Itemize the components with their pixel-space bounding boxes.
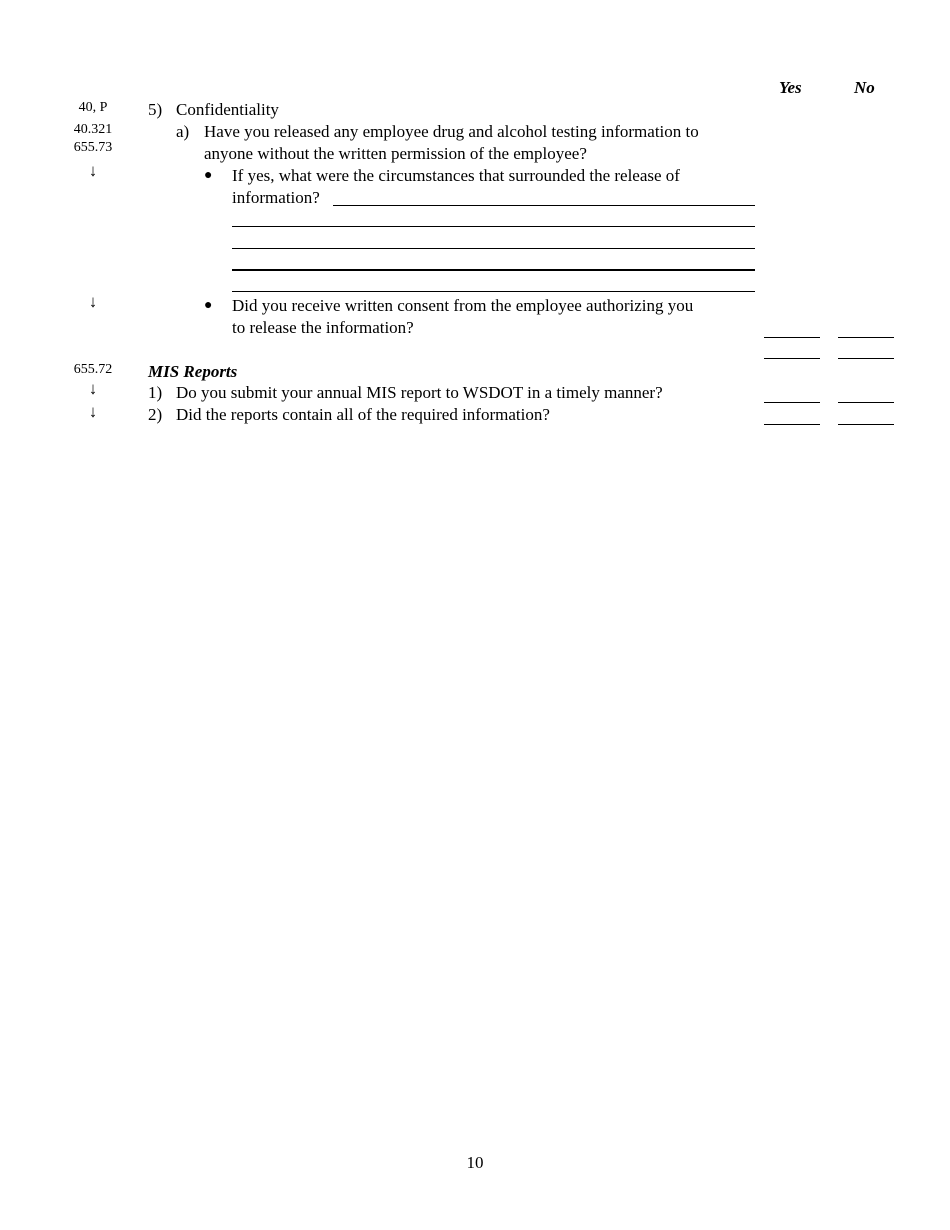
question-text: Do you submit your annual MIS report to WSDOT in a timely manner? [176,383,663,402]
regulation-ref: 655.73 [73,140,113,155]
answer-line[interactable] [232,269,755,271]
bullet-text: If yes, what were the circumstances that surrounded the release of [232,166,680,185]
regulation-ref: 40.321 [73,122,113,137]
no-answer-blank[interactable] [838,424,894,425]
continuation-arrow: ↓ [88,292,98,311]
question-number: 1) [148,383,163,402]
regulation-ref: 655.72 [73,362,113,377]
yes-answer-blank[interactable] [764,337,820,338]
no-answer-blank[interactable] [838,337,894,338]
no-answer-blank[interactable] [838,402,894,403]
answer-line[interactable] [333,205,755,206]
regulation-ref: 40, P [78,100,108,115]
yes-answer-blank[interactable] [764,424,820,425]
yes-answer-blank[interactable] [764,402,820,403]
answer-line[interactable] [232,248,755,249]
continuation-arrow: ↓ [88,161,98,180]
no-answer-blank[interactable] [838,358,894,359]
question-text: Have you released any employee drug and alcohol testing information to [204,122,699,141]
question-number: 2) [148,405,163,424]
continuation-arrow: ↓ [88,402,98,421]
question-letter: a) [176,122,190,141]
yes-column-header: Yes [779,78,802,97]
section-number: 5) [148,100,163,119]
question-text: anyone without the written permission of the employee? [204,144,587,163]
answer-line[interactable] [232,291,755,292]
mis-section-title: MIS Reports [148,362,238,381]
continuation-arrow: ↓ [88,379,98,398]
bullet-text: information? [232,188,320,207]
no-column-header: No [854,78,875,97]
question-text: Did the reports contain all of the required information? [176,405,550,424]
section-title: Confidentiality [176,100,279,119]
bullet-text: to release the information? [232,318,414,337]
bullet-icon: ● [204,298,213,313]
page-number: 10 [466,1153,484,1172]
yes-answer-blank[interactable] [764,358,820,359]
bullet-icon: ● [204,168,213,183]
bullet-text: Did you receive written consent from the employee authorizing you [232,296,694,315]
answer-line[interactable] [232,226,755,227]
